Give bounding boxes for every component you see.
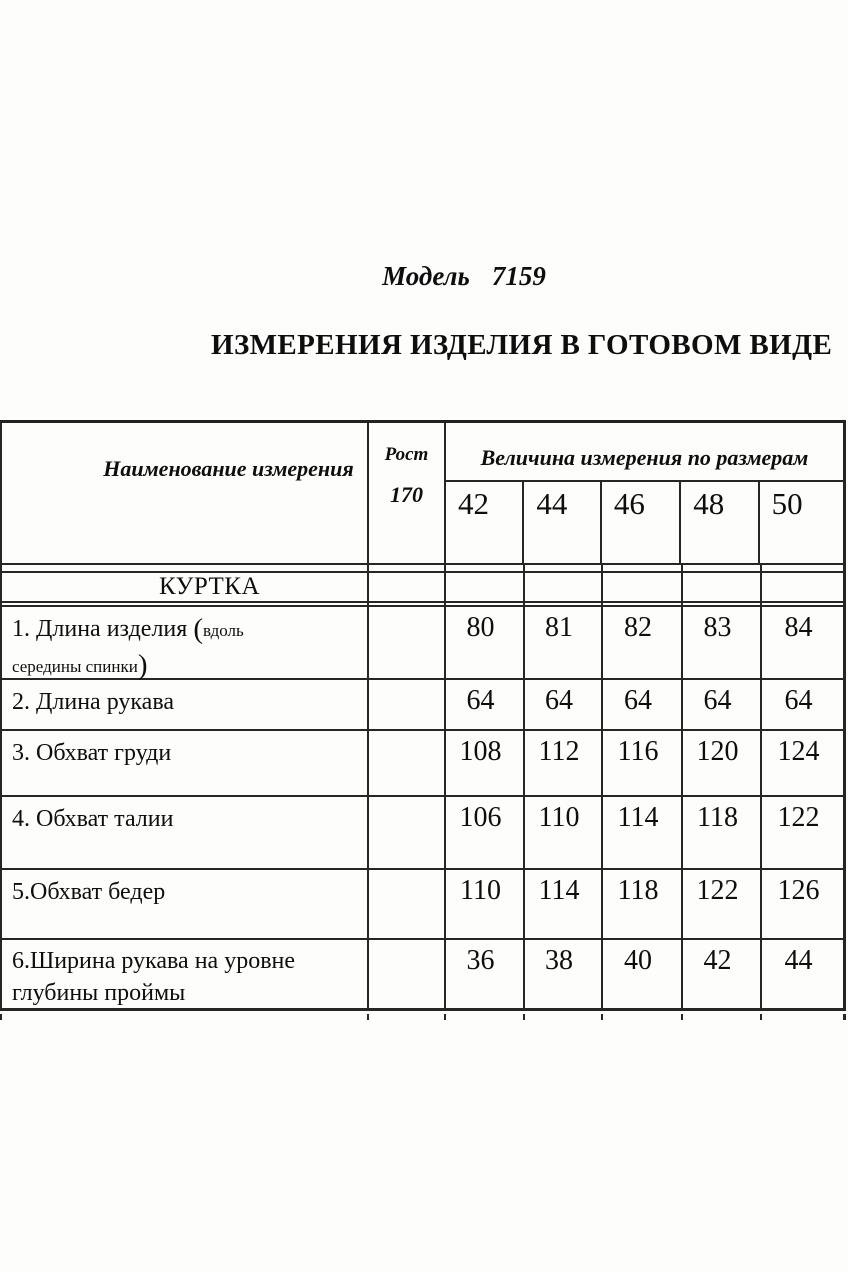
value-cell: 40 <box>603 940 683 1008</box>
header-rost-column <box>369 423 446 563</box>
grid-line-stub <box>760 1014 762 1020</box>
value-cell: 44 <box>762 940 846 1008</box>
grid-line-stub <box>601 1014 603 1020</box>
value-cell: 64 <box>525 680 603 729</box>
grid-line-stub <box>523 1014 525 1020</box>
row-label: 5.Обхват бедер <box>0 870 369 938</box>
value-cell: 108 <box>446 731 525 795</box>
value-cell: 114 <box>603 797 683 868</box>
value-cell: 118 <box>603 870 683 938</box>
size-header-50: 50 <box>771 486 803 521</box>
measurements-table <box>0 420 846 1011</box>
table-row-1 <box>0 607 846 680</box>
value-cell: 36 <box>446 940 525 1008</box>
value-cell: 42 <box>683 940 762 1008</box>
model-title <box>0 261 848 292</box>
row-label: 3. Обхват груди <box>0 731 369 795</box>
value-cell: 84 <box>762 607 846 678</box>
section-row-kurtka <box>0 571 846 603</box>
size-header-48: 48 <box>681 482 759 563</box>
grid-line-stub <box>681 1014 683 1020</box>
section-title: КУРТКА <box>0 573 369 601</box>
value-cell: 38 <box>525 940 603 1008</box>
value-cell: 122 <box>683 870 762 938</box>
value-cell: 116 <box>603 731 683 795</box>
value-cell: 122 <box>762 797 846 868</box>
value-cell: 80 <box>446 607 525 678</box>
value-cell: 110 <box>446 870 525 938</box>
double-rule-spacer <box>0 565 846 571</box>
value-cell: 124 <box>762 731 846 795</box>
header-name-column: Наименование измерения <box>0 423 369 563</box>
model-label: Модель <box>382 261 470 291</box>
value-cell: 64 <box>446 680 525 729</box>
value-cell: 126 <box>762 870 846 938</box>
table-row-2 <box>0 680 846 731</box>
row-label: 1. Длина изделия (вдоль середины спинки) <box>0 607 369 678</box>
table-row-6 <box>0 940 846 1011</box>
model-number: 7159 <box>491 261 546 291</box>
row-label: 4. Обхват талии <box>0 797 369 868</box>
size-header-44: 44 <box>524 482 601 563</box>
value-cell: 64 <box>683 680 762 729</box>
table-header-row <box>0 423 846 565</box>
header-sizes-group <box>446 423 846 563</box>
value-cell: 112 <box>525 731 603 795</box>
row-label: 2. Длина рукава <box>0 680 369 729</box>
rost-value: 170 <box>390 482 423 507</box>
value-cell: 110 <box>525 797 603 868</box>
value-cell: 83 <box>683 607 762 678</box>
row-label: 6.Ширина рукава на уровне глубины проймы <box>0 940 369 1008</box>
grid-line-stub <box>0 1014 2 1020</box>
table-row-3 <box>0 731 846 797</box>
value-cell: 64 <box>603 680 683 729</box>
grid-line-stub <box>444 1014 446 1020</box>
grid-line-stub <box>367 1014 369 1020</box>
grid-line-stub <box>843 1014 846 1020</box>
value-cell: 81 <box>525 607 603 678</box>
size-header-42: 42 <box>446 482 524 563</box>
sizes-group-label: Величина измерения по размерам <box>446 423 843 482</box>
value-cell: 120 <box>683 731 762 795</box>
value-cell: 82 <box>603 607 683 678</box>
size-header-46: 46 <box>602 482 681 563</box>
sizes-row <box>446 482 843 563</box>
value-cell: 118 <box>683 797 762 868</box>
value-cell: 114 <box>525 870 603 938</box>
table-row-4 <box>0 797 846 870</box>
value-cell: 106 <box>446 797 525 868</box>
rost-label: Рост <box>384 444 429 465</box>
table-row-5 <box>0 870 846 940</box>
page-title: ИЗМЕРЕНИЯ ИЗДЕЛИЯ В ГОТОВОМ ВИДЕ <box>211 329 833 361</box>
value-cell: 64 <box>762 680 846 729</box>
